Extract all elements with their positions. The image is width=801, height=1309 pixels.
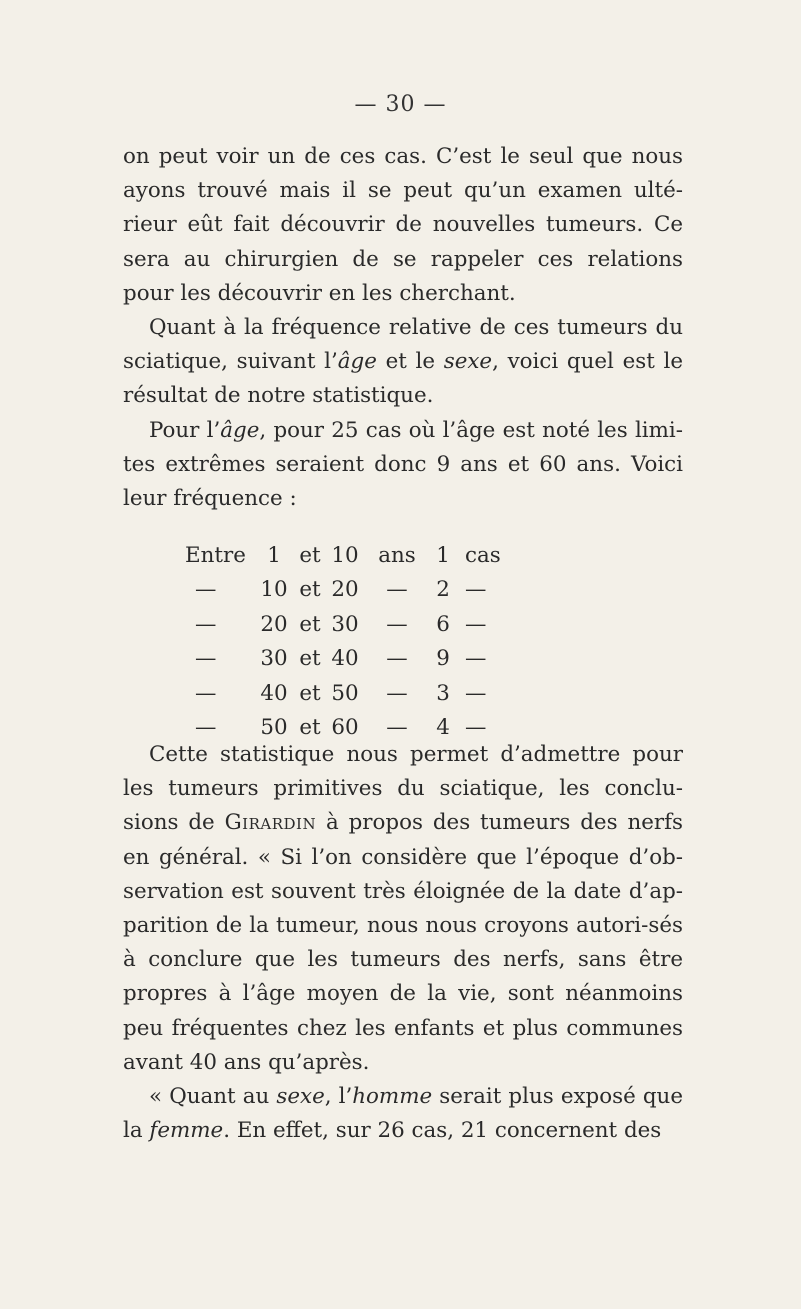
case-count: 2: [436, 577, 450, 603]
case-count: 9: [436, 646, 450, 672]
range-unit: —: [386, 611, 408, 637]
range-from: 1: [267, 543, 281, 568]
text-block-top: [123, 140, 683, 516]
range-unit: —: [386, 680, 408, 706]
range-conj: et: [299, 714, 321, 740]
range-from: 20: [260, 611, 288, 637]
case-unit: cas: [465, 543, 501, 568]
table-row: [185, 677, 513, 711]
range-unit: ans: [378, 543, 416, 568]
range-conj: et: [299, 543, 321, 568]
range-conj: et: [299, 577, 321, 603]
table-row: [185, 539, 513, 573]
row-lead: —: [195, 646, 217, 672]
case-count: 3: [436, 680, 450, 706]
row-lead: Entre: [185, 543, 246, 568]
row-lead: —: [195, 611, 217, 637]
range-conj: et: [299, 646, 321, 672]
range-to: 40: [331, 646, 359, 672]
range-from: 50: [260, 714, 288, 740]
range-to: 50: [331, 680, 359, 706]
row-lead: —: [195, 680, 217, 706]
case-unit: —: [465, 577, 487, 603]
age-frequency-table: [185, 539, 513, 745]
page-number: — 30 —: [354, 92, 447, 117]
range-to: 20: [331, 577, 359, 603]
range-conj: et: [299, 611, 321, 637]
range-unit: —: [386, 646, 408, 672]
paragraph-2: Quant à la fréquence relative de ces tumeurs du sciatique, suivant l’âge et le sexe, voici quel est le résultat de notre statistique.: [123, 315, 684, 409]
range-conj: et: [299, 680, 321, 706]
author-name: Girardin: [224, 810, 317, 836]
range-unit: —: [386, 577, 408, 603]
paragraph-4: Cette statistique nous permet d’admettre pour les tumeurs primitives du sciatique, les conclu-sions de Girardin à propos des tumeurs des nerfs en général. « Si l’on considère que l’époque d’ob-servation est souvent très éloignée de la date d’ap-parition de la tumeur, nous nous croyons autori-sés à conclure que les tumeurs des nerfs, sans être propres à l’âge moyen de la vie, sont néanmoins peu fréquentes chez les enfants et plus communes avant 40 ans qu’après.: [123, 742, 683, 1075]
range-to: 10: [331, 543, 359, 568]
case-count: 4: [436, 714, 450, 740]
case-unit: —: [465, 680, 487, 706]
range-from: 40: [260, 680, 288, 706]
case-unit: —: [465, 714, 487, 740]
row-lead: —: [195, 714, 217, 740]
range-from: 30: [260, 646, 288, 672]
range-to: 60: [331, 714, 359, 740]
table-row: [185, 608, 513, 642]
range-to: 30: [331, 611, 359, 637]
paragraph-5: « Quant au sexe, l’homme serait plus exposé que la femme. En effet, sur 26 cas, 21 concernent des: [123, 1084, 683, 1144]
table-row: [185, 642, 513, 676]
row-lead: —: [195, 577, 217, 603]
range-unit: —: [386, 714, 408, 740]
case-unit: —: [465, 611, 487, 637]
paragraph-3: Pour l’âge, pour 25 cas où l’âge est noté les limi-tes extrêmes seraient donc 9 ans et 60 ans. Voici leur fréquence :: [123, 417, 683, 512]
range-from: 10: [260, 577, 288, 603]
paragraph-1: on peut voir un de ces cas. C’est le seul que nous ayons trouvé mais il se peut qu’un examen ulté-rieur eût fait découvrir de nouvelles tumeurs. Ce sera au chirurgien de se rappeler ces relations pour les découvrir en les cherchant.: [123, 144, 683, 306]
case-count: 1: [436, 543, 450, 568]
table-row: [185, 573, 513, 607]
case-unit: —: [465, 646, 487, 672]
text-block-bottom: [123, 738, 683, 1148]
case-count: 6: [436, 611, 450, 637]
